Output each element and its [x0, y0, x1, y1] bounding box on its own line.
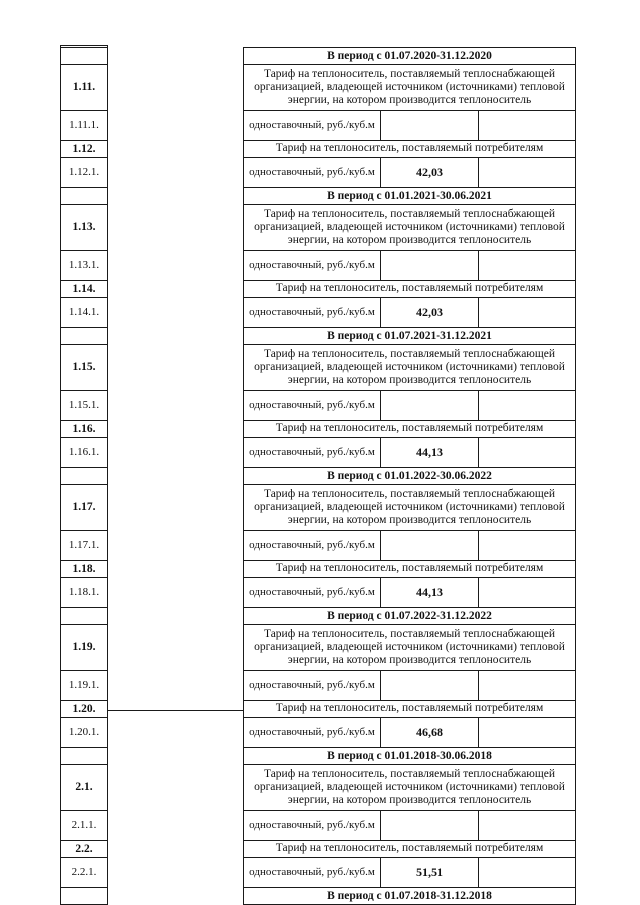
- unit-label: одноставочный, руб./куб.м: [243, 157, 381, 188]
- tariff-value-extra: [478, 297, 576, 328]
- tariff-value-extra: [478, 857, 576, 888]
- tariff-value-extra: [478, 577, 576, 608]
- tariff-value-extra: [478, 530, 576, 561]
- period-header: В период с 01.07.2018-31.12.2018: [243, 887, 576, 905]
- tariff-value: [380, 810, 479, 841]
- row-number: 1.16.: [60, 420, 108, 438]
- tariff-value: 42,03: [380, 297, 479, 328]
- unit-label: одноставочный, руб./куб.м: [243, 670, 381, 701]
- tariff-value: [380, 110, 479, 141]
- row-number: [60, 187, 108, 205]
- period-header: В период с 01.01.2021-30.06.2021: [243, 187, 576, 205]
- unit-label: одноставочный, руб./куб.м: [243, 297, 381, 328]
- row-number: 2.2.: [60, 840, 108, 858]
- row-number: 1.16.1.: [60, 437, 108, 468]
- row-number: 2.1.: [60, 764, 108, 811]
- row-number: 1.20.: [60, 700, 108, 718]
- row-number: 1.19.: [60, 624, 108, 671]
- tariff-description: Тариф на теплоноситель, поставляемый теплоснабжающей организацией, владеющей источником (источниками) тепловой энергии, на котором производится теплоноситель: [243, 624, 576, 671]
- tariff-value: [380, 390, 479, 421]
- consumer-tariff-title: Тариф на теплоноситель, поставляемый потребителям: [243, 560, 576, 578]
- tariff-value: 44,13: [380, 437, 479, 468]
- row-number: 1.14.1.: [60, 297, 108, 328]
- tariff-value: [380, 250, 479, 281]
- period-header: В период с 01.07.2022-31.12.2022: [243, 607, 576, 625]
- consumer-tariff-title: Тариф на теплоноситель, поставляемый потребителям: [243, 280, 576, 298]
- tariff-value-extra: [478, 717, 576, 748]
- tariff-value: [380, 530, 479, 561]
- row-number: 1.17.: [60, 484, 108, 531]
- tariff-value: 51,51: [380, 857, 479, 888]
- row-number: 1.12.: [60, 140, 108, 158]
- consumer-tariff-title: Тариф на теплоноситель, поставляемый потребителям: [243, 420, 576, 438]
- row-number: [60, 887, 108, 905]
- unit-label: одноставочный, руб./куб.м: [243, 530, 381, 561]
- tariff-value-extra: [478, 250, 576, 281]
- tariff-value-extra: [478, 110, 576, 141]
- unit-label: одноставочный, руб./куб.м: [243, 810, 381, 841]
- unit-label: одноставочный, руб./куб.м: [243, 250, 381, 281]
- tariff-description: Тариф на теплоноситель, поставляемый теплоснабжающей организацией, владеющей источником (источниками) тепловой энергии, на котором производится теплоноситель: [243, 344, 576, 391]
- unit-label: одноставочный, руб./куб.м: [243, 437, 381, 468]
- row-number: 1.15.1.: [60, 390, 108, 421]
- row-number: 1.11.: [60, 64, 108, 111]
- period-header: В период с 01.07.2020-31.12.2020: [243, 47, 576, 65]
- tariff-description: Тариф на теплоноситель, поставляемый теплоснабжающей организацией, владеющей источником (источниками) тепловой энергии, на котором производится теплоноситель: [243, 764, 576, 811]
- row-number: 1.17.1.: [60, 530, 108, 561]
- row-number: 1.13.1.: [60, 250, 108, 281]
- tariff-description: Тариф на теплоноситель, поставляемый теплоснабжающей организацией, владеющей источником (источниками) тепловой энергии, на котором производится теплоноситель: [243, 204, 576, 251]
- consumer-tariff-title: Тариф на теплоноситель, поставляемый потребителям: [243, 700, 576, 718]
- tariff-value-extra: [478, 810, 576, 841]
- row-number: 2.2.1.: [60, 857, 108, 888]
- row-number: 1.13.: [60, 204, 108, 251]
- tariff-value: 42,03: [380, 157, 479, 188]
- tariff-value-extra: [478, 670, 576, 701]
- unit-label: одноставочный, руб./куб.м: [243, 717, 381, 748]
- row-number: [60, 47, 108, 65]
- consumer-tariff-title: Тариф на теплоноситель, поставляемый потребителям: [243, 140, 576, 158]
- section-divider-line: [107, 710, 243, 711]
- tariff-value: [380, 670, 479, 701]
- period-header: В период с 01.01.2022-30.06.2022: [243, 467, 576, 485]
- row-number: 1.12.1.: [60, 157, 108, 188]
- row-number: 2.1.1.: [60, 810, 108, 841]
- tariff-description: Тариф на теплоноситель, поставляемый теплоснабжающей организацией, владеющей источником (источниками) тепловой энергии, на котором производится теплоноситель: [243, 64, 576, 111]
- row-number: 1.19.1.: [60, 670, 108, 701]
- unit-label: одноставочный, руб./куб.м: [243, 390, 381, 421]
- row-number: 1.14.: [60, 280, 108, 298]
- period-header: В период с 01.01.2018-30.06.2018: [243, 747, 576, 765]
- tariff-value-extra: [478, 390, 576, 421]
- tariff-description: Тариф на теплоноситель, поставляемый теплоснабжающей организацией, владеющей источником (источниками) тепловой энергии, на котором производится теплоноситель: [243, 484, 576, 531]
- row-number: [60, 747, 108, 765]
- row-number: 1.18.1.: [60, 577, 108, 608]
- tariff-value-extra: [478, 157, 576, 188]
- period-header: В период с 01.07.2021-31.12.2021: [243, 327, 576, 345]
- tariff-value: 44,13: [380, 577, 479, 608]
- row-number: [60, 607, 108, 625]
- row-number: 1.18.: [60, 560, 108, 578]
- tariff-value: 46,68: [380, 717, 479, 748]
- unit-label: одноставочный, руб./куб.м: [243, 857, 381, 888]
- unit-label: одноставочный, руб./куб.м: [243, 577, 381, 608]
- row-number: 1.15.: [60, 344, 108, 391]
- row-number: [60, 467, 108, 485]
- tariff-value-extra: [478, 437, 576, 468]
- row-number: 1.11.1.: [60, 110, 108, 141]
- consumer-tariff-title: Тариф на теплоноситель, поставляемый потребителям: [243, 840, 576, 858]
- row-number: 1.20.1.: [60, 717, 108, 748]
- row-number: [60, 327, 108, 345]
- unit-label: одноставочный, руб./куб.м: [243, 110, 381, 141]
